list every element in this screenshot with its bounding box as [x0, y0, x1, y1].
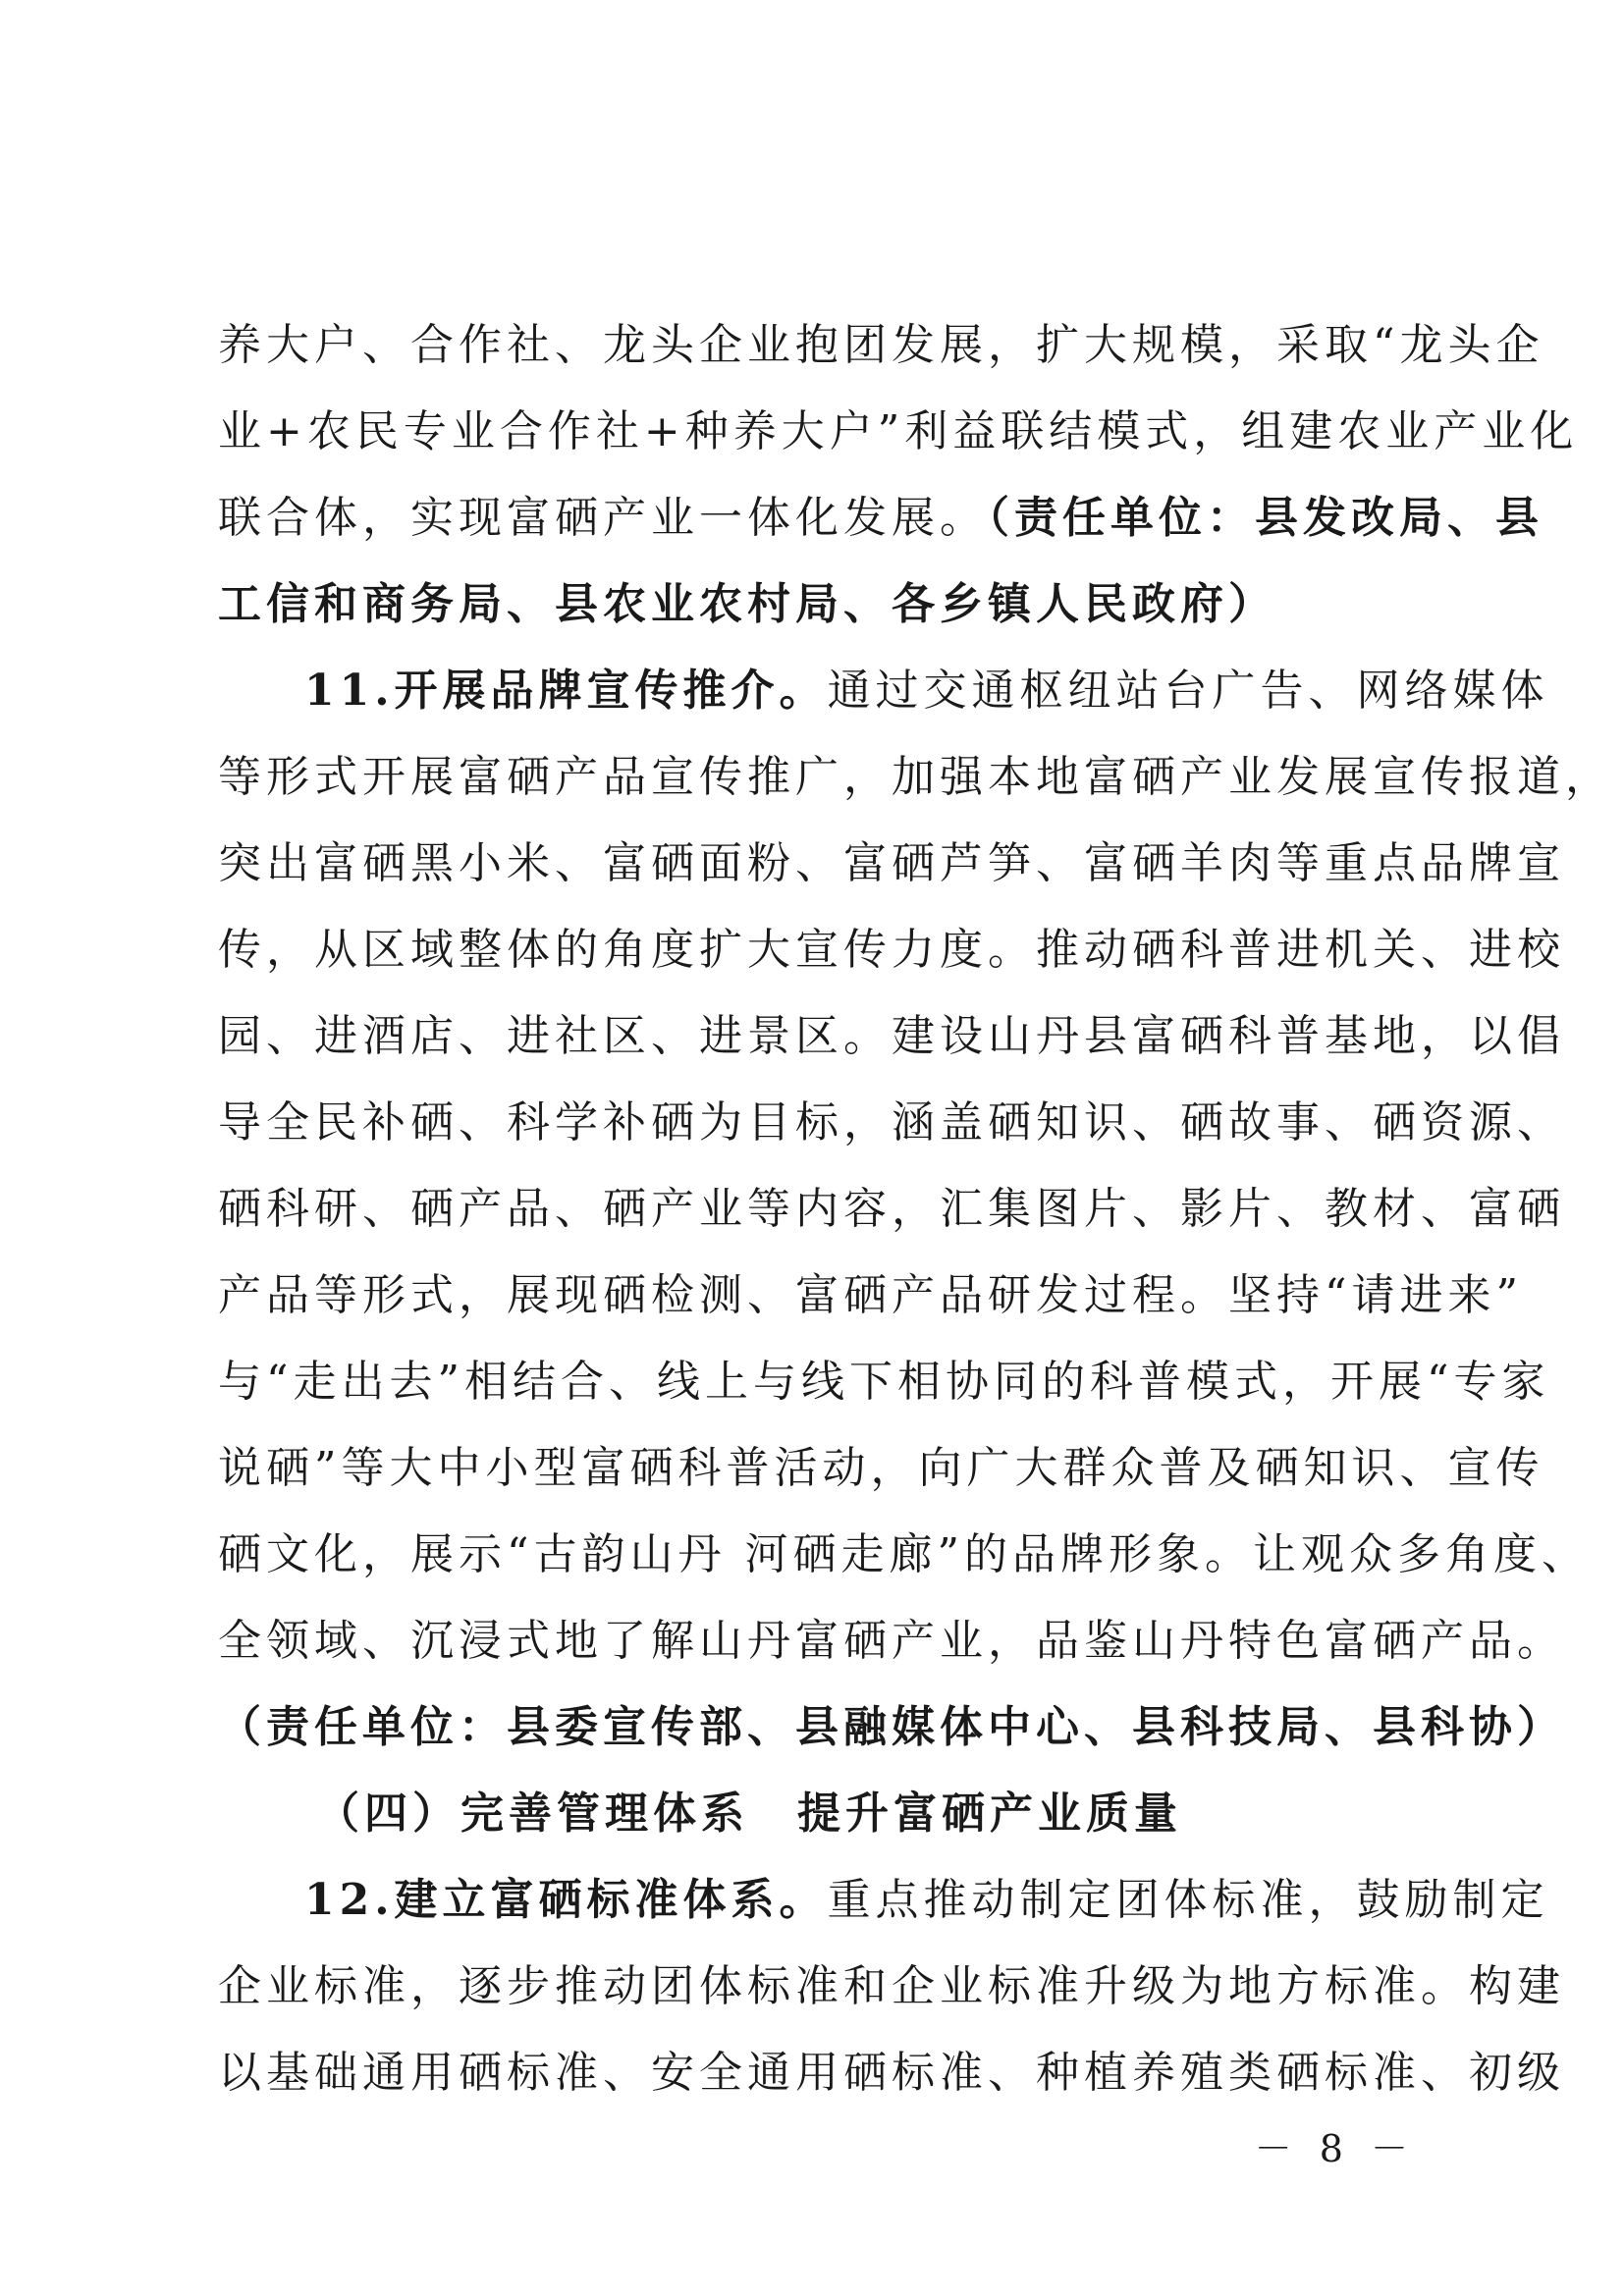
text-line [218, 993, 1565, 1080]
text-line [218, 1512, 1590, 1598]
text-line [218, 1425, 1544, 1512]
text-segment: 全领域、沉浸式地了解山丹富硒产业，品鉴山丹特色富硒产品。 [218, 1616, 1565, 1666]
body-text [218, 302, 1613, 2116]
text-line [218, 821, 1565, 907]
text-line [218, 1339, 1550, 1425]
text-segment: 导全民补硒、科学补硒为目标，涵盖硒知识、硒故事、硒资源、 [218, 1097, 1565, 1148]
text-segment: 硒文化，展示“古韵山丹 河硒走廊”的品牌形象。让观众多角度、 [218, 1529, 1590, 1579]
text-line [218, 1253, 1523, 1339]
text-line [218, 648, 1549, 734]
text-line [218, 302, 1544, 389]
text-segment: 通过交通枢纽站台广告、网络媒体 [827, 666, 1549, 716]
text-segment: 重点推动制定团体标准，鼓励制定 [827, 1875, 1549, 1925]
text-segment: 与“走出去”相结合、线上与线下相协同的科普模式，开展“专家 [218, 1357, 1550, 1407]
text-line [218, 389, 1579, 475]
text-line [218, 1166, 1565, 1253]
text-line [218, 1857, 1549, 1944]
text-segment: 企业标准，逐步推动团体标准和企业标准升级为地方标准。构建 [218, 1961, 1565, 2011]
text-line [218, 734, 1613, 821]
text-line [218, 561, 1426, 648]
text-segment: 养大户、合作社、龙头企业抱团发展，扩大规模，采取“龙头企 [218, 320, 1544, 370]
text-line [218, 2030, 1565, 2116]
text-line [218, 1080, 1565, 1166]
text-segment: 硒科研、硒产品、硒产业等内容，汇集图片、影片、教材、富硒 [218, 1184, 1565, 1234]
text-line [218, 475, 1543, 561]
page-number: － 8 － [1254, 2127, 1416, 2170]
bold-text-segment: 工信和商务局、县农业农村局、各乡镇人民政府） [218, 579, 1276, 629]
text-segment: 传，从区域整体的角度扩大宣传力度。推动硒科普进机关、进校 [218, 925, 1565, 975]
bold-text-segment: （四）完善管理体系 提升富硒产业质量 [316, 1789, 1182, 1839]
text-line [218, 1684, 1565, 1771]
bold-text-segment: 12.建立富硒标准体系。 [304, 1875, 828, 1925]
section-heading-line [218, 1771, 1426, 1857]
bold-text-segment: 11.开展品牌宣传推介。 [304, 666, 828, 716]
text-segment: 以基础通用硒标准、安全通用硒标准、种植养殖类硒标准、初级 [218, 2048, 1565, 2098]
text-segment: 联合体，实现富硒产业一体化发展。 [218, 493, 988, 543]
bold-text-segment: （责任单位：县委宣传部、县融媒体中心、县科技局、县科协） [218, 1702, 1565, 1752]
text-segment: 园、进酒店、进社区、进景区。建设山丹县富硒科普基地，以倡 [218, 1011, 1565, 1061]
text-line [218, 907, 1565, 993]
text-line [218, 1598, 1565, 1684]
bold-text-segment: （责任单位：县发改局、县 [988, 493, 1543, 543]
text-segment: 突出富硒黑小米、富硒面粉、富硒芦笋、富硒羊肉等重点品牌宣 [218, 838, 1565, 888]
text-segment: 产品等形式，展现硒检测、富硒产品研发过程。坚持“请进来” [218, 1270, 1523, 1320]
text-line [218, 1944, 1565, 2030]
text-segment: 等形式开展富硒产品宣传推广，加强本地富硒产业发展宣传报道， [218, 752, 1613, 802]
text-segment: 说硒”等大中小型富硒科普活动，向广大群众普及硒知识、宣传 [218, 1443, 1544, 1493]
text-segment: 业+农民专业合作社+种养大户”利益联结模式，组建农业产业化 [218, 406, 1579, 456]
